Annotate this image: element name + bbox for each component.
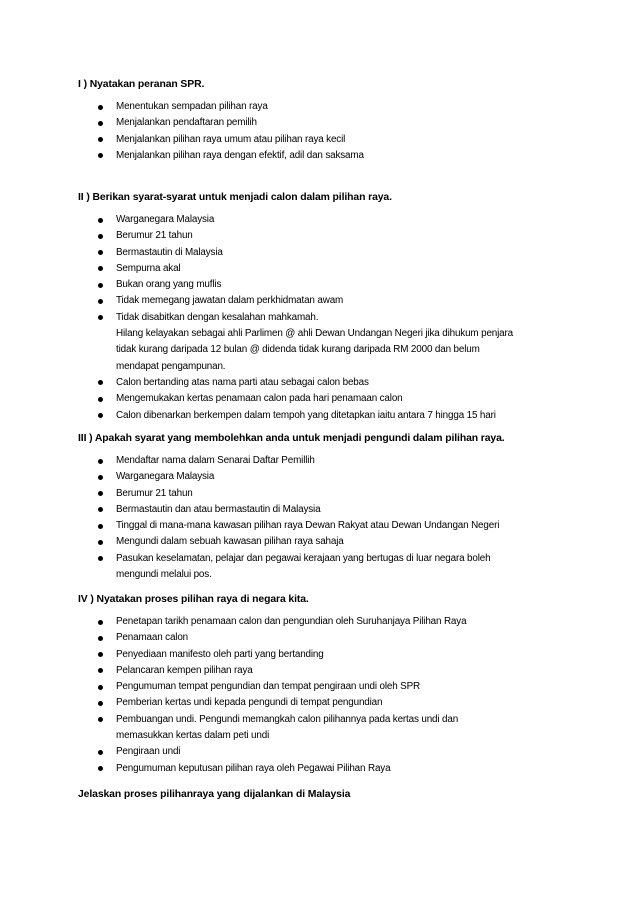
bullet-dot-icon — [98, 299, 103, 304]
list-item: Tidak disabitkan dengan kesalahan mahkamah. Hilang kelayakan sebagai ahli Parlimen @ ahli Dewan Undangan Negeri jika dihukum penjara tidak kurang daripada 12 bulan @ didenda tidak kurang daripada RM 2000 dan belum mendapat pengampunan. — [78, 310, 598, 375]
bullet-dot-icon — [98, 766, 103, 771]
section-1-list — [78, 99, 598, 164]
list-item: Mengundi dalam sebuah kawasan pilihan raya sahaja — [78, 534, 598, 550]
list-item: Pembuangan undi. Pengundi memangkah calon pilihannya pada kertas undi dan memasukkan kertas dalam peti undi — [78, 712, 598, 745]
list-item: Warganegara Malaysia — [78, 469, 598, 485]
bullet-dot-icon — [98, 701, 103, 706]
list-item: Menjalankan pilihan raya umum atau pilihan raya kecil — [78, 132, 598, 148]
bullet-dot-icon — [98, 234, 103, 239]
list-item: Penamaan calon — [78, 630, 598, 646]
bullet-dot-icon — [98, 250, 103, 255]
bullet-dot-icon — [98, 121, 103, 126]
bullet-dot-icon — [98, 491, 103, 496]
list-item: Warganegara Malaysia — [78, 212, 598, 228]
bullet-dot-icon — [98, 266, 103, 271]
bullet-dot-icon — [98, 413, 103, 418]
list-item: Sempurna akal — [78, 261, 598, 277]
list-item: Bukan orang yang muflis — [78, 277, 598, 293]
list-item: Pemberian kertas undi kepada pengundi di tempat pengundian — [78, 695, 598, 711]
list-item: Calon bertanding atas nama parti atau sebagai calon bebas — [78, 375, 598, 391]
bullet-dot-icon — [98, 153, 103, 158]
bullet-dot-icon — [98, 105, 103, 110]
bullet-dot-icon — [98, 668, 103, 673]
list-item: Mendaftar nama dalam Senarai Daftar Pemillih — [78, 453, 598, 469]
section-4-heading: IV ) Nyatakan proses pilihan raya di negara kita. — [78, 594, 309, 605]
bullet-dot-icon — [98, 636, 103, 641]
bullet-dot-icon — [98, 717, 103, 722]
bullet-dot-icon — [98, 524, 103, 529]
bullet-dot-icon — [98, 652, 103, 657]
list-item: Menjalankan pendaftaran pemilih — [78, 115, 598, 131]
bullet-dot-icon — [98, 750, 103, 755]
bullet-dot-icon — [98, 475, 103, 480]
list-item: Menentukan sempadan pilihan raya — [78, 99, 598, 115]
list-item: Pengumuman keputusan pilihan raya oleh Pegawai Pilihan Raya — [78, 761, 598, 777]
section-1-heading: I ) Nyatakan peranan SPR. — [78, 79, 205, 90]
bullet-dot-icon — [98, 283, 103, 288]
section-2-list — [78, 212, 598, 424]
section-5-heading: Jelaskan proses pilihanraya yang dijalankan di Malaysia — [78, 789, 351, 800]
list-item: Pelancaran kempen pilihan raya — [78, 663, 598, 679]
bullet-dot-icon — [98, 459, 103, 464]
list-item: Tinggal di mana-mana kawasan pilihan raya Dewan Rakyat atau Dewan Undangan Negeri — [78, 518, 598, 534]
bullet-dot-icon — [98, 620, 103, 625]
section-4-list — [78, 614, 598, 777]
bullet-dot-icon — [98, 380, 103, 385]
bullet-dot-icon — [98, 540, 103, 545]
list-item: Berumur 21 tahun — [78, 486, 598, 502]
section-3-heading: III ) Apakah syarat yang membolehkan anda untuk menjadi pengundi dalam pilihan raya. — [78, 433, 505, 444]
list-item: Pengiraan undi — [78, 744, 598, 760]
bullet-dot-icon — [98, 397, 103, 402]
list-item: Tidak memegang jawatan dalam perkhidmatan awam — [78, 293, 598, 309]
list-item: Calon dibenarkan berkempen dalam tempoh yang ditetapkan iaitu antara 7 hingga 15 hari — [78, 408, 598, 424]
list-item: Bermastautin dan atau bermastautin di Malaysia — [78, 502, 598, 518]
list-item: Penetapan tarikh penamaan calon dan pengundian oleh Suruhanjaya Pilihan Raya — [78, 614, 598, 630]
bullet-dot-icon — [98, 507, 103, 512]
list-item: Mengemukakan kertas penamaan calon pada hari penamaan calon — [78, 391, 598, 407]
bullet-dot-icon — [98, 137, 103, 142]
bullet-dot-icon — [98, 556, 103, 561]
bullet-dot-icon — [98, 315, 103, 320]
bullet-dot-icon — [98, 685, 103, 690]
list-item: Berumur 21 tahun — [78, 228, 598, 244]
list-item: Menjalankan pilihan raya dengan efektif, adil dan saksama — [78, 148, 598, 164]
list-item: Pasukan keselamatan, pelajar dan pegawai kerajaan yang bertugas di luar negara boleh mengundi melalui pos. — [78, 551, 598, 584]
list-item: Pengumuman tempat pengundian dan tempat pengiraan undi oleh SPR — [78, 679, 598, 695]
bullet-dot-icon — [98, 218, 103, 223]
section-2-heading: II ) Berikan syarat-syarat untuk menjadi calon dalam pilihan raya. — [78, 192, 392, 203]
list-item: Bermastautin di Malaysia — [78, 245, 598, 261]
list-item: Penyediaan manifesto oleh parti yang bertanding — [78, 647, 598, 663]
section-3-list — [78, 453, 598, 583]
